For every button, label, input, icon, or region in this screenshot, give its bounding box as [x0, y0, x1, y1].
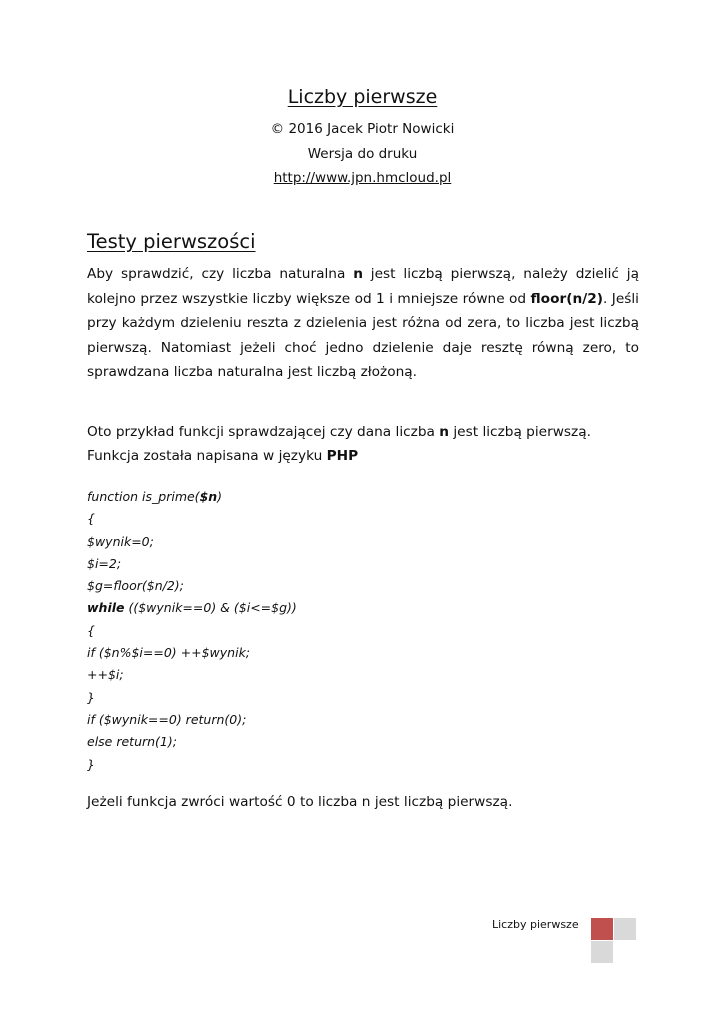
section-heading: Testy pierwszości [87, 230, 256, 253]
code-block [87, 486, 297, 776]
text-run: Funkcja została napisana w języku [87, 448, 327, 464]
code-line: { [87, 511, 95, 527]
code-line: if ($n%$i==0) ++$wynik; [87, 645, 251, 661]
variable-n: n [353, 266, 363, 282]
variable-n: n [439, 424, 450, 440]
floor-expression: floor(n/2) [530, 290, 604, 307]
example-line-1 [87, 420, 591, 444]
code-line: $wynik=0; [87, 533, 154, 549]
text-run: . Jeśli przy każdym dzieleniu reszta z dzielenia jest różna od zera, to liczba jest liczbą pierwszą. Natomiast jeżeli choć jedno dzielenie daje resztę równą zero, to sprawdzana liczba naturalna jest liczbą złożoną. [87, 290, 639, 380]
text-run: jest liczbą pierwszą. [449, 424, 591, 440]
intro-paragraph [87, 262, 639, 385]
example-line-2 [87, 444, 591, 468]
copyright-line: © 2016 Jacek Piotr Nowicki [270, 121, 455, 137]
text-run: Aby sprawdzić, czy liczba naturalna [87, 266, 354, 282]
footer-gray-square [591, 941, 613, 963]
example-intro [87, 420, 591, 468]
code-line: { [87, 622, 95, 638]
code-line: if ($wynik==0) return(0); [87, 711, 247, 727]
website-link[interactable]: http://www.jpn.hmcloud.pl [273, 170, 452, 186]
code-line: function is_prime($n) [87, 489, 223, 504]
code-line: } [87, 689, 95, 705]
text-run: jest liczbą pierwszą, należy dzielić ją kolejno przez wszystkie liczby większe od 1 i mniejsze równe od [87, 266, 639, 307]
code-line: } [87, 756, 95, 772]
text-run: Oto przykład funkcji sprawdzającej czy dana liczba [87, 424, 440, 440]
code-line: $g=floor($n/2); [87, 578, 184, 594]
code-line: ++$i; [87, 667, 124, 683]
footer-label: Liczby pierwsze [492, 918, 579, 931]
code-line: $i=2; [87, 555, 122, 571]
footer-gray-square [614, 918, 636, 940]
footer-accent-square [591, 918, 613, 940]
conclusion-paragraph: Jeżeli funkcja zwróci wartość 0 to liczba n jest liczbą pierwszą. [87, 794, 513, 810]
version-line: Wersja do druku [307, 146, 418, 162]
code-line: else return(1); [87, 734, 177, 750]
language-name: PHP [326, 448, 359, 464]
code-line: while (($wynik==0) & ($i<=$g)) [87, 600, 297, 616]
document-title: Liczby pierwsze [287, 86, 438, 108]
